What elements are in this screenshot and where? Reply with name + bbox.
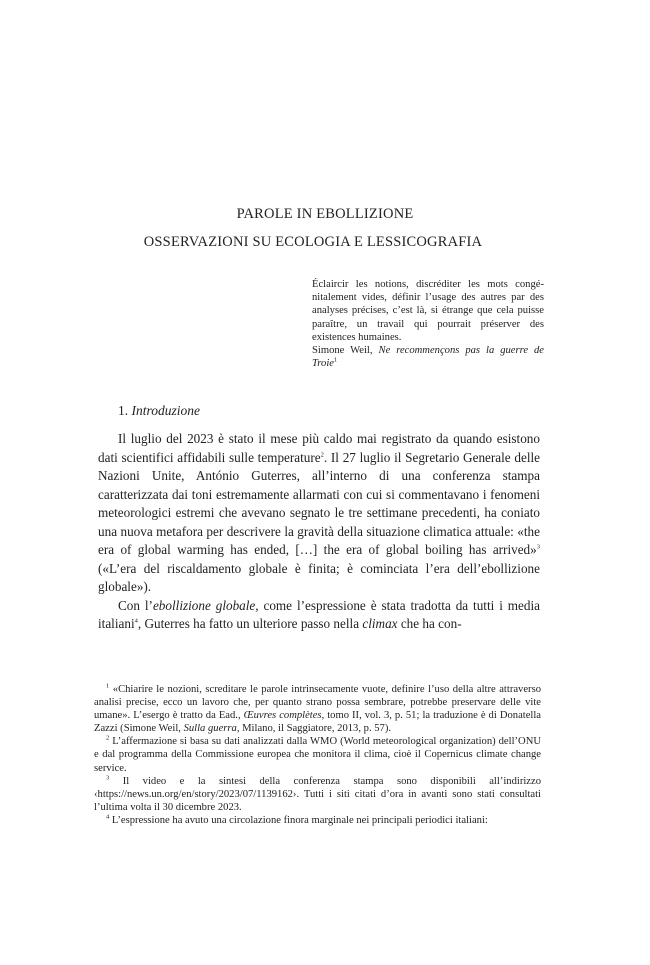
footnote-3 [94, 775, 541, 814]
italic-term: Sulla guerra, [183, 723, 240, 735]
text-run: come l’espressione è stata tradotta da tutti i media italiani [98, 597, 540, 631]
epigraph [312, 278, 544, 370]
text-run: («L’era del riscaldamento globale è finita; è cominciata l’era dell’ebollizione globale»). [98, 560, 540, 594]
footnote-ref: 2 [320, 451, 324, 459]
paragraph [98, 597, 540, 634]
footnote-2 [94, 735, 541, 774]
text-run: . Il 27 luglio il Segretario Generale delle Nazioni Unite, António Guterres, all’interno di una conferenza stampa caratterizzata dai toni estremamente allarmati con cui si commentavano i fenomeni meteorologici estremi che avevano segnato le tre settimane precedenti, ha coniato una nuova metafora per descrivere la gravità della situazione climatica attuale: «the era of global warming has ended, […] the era of global boiling has arrived» [98, 449, 540, 557]
section-title: Introduzione [131, 403, 200, 418]
text-run: che ha con- [397, 616, 462, 631]
section-number: 1. [118, 403, 129, 418]
footnote-ref: 3 [536, 543, 540, 551]
text-run: , tomo II, vol. 3, p. 51; la traduzione è di Donatella Zazzi (Simone Weil, [94, 710, 542, 735]
chapter-subtitle: OSSERVAZIONI SU ECOLOGIA E LESSICOGRAFIA [143, 234, 483, 250]
footnote-number: 1 [106, 682, 110, 690]
text-run: Il luglio del 2023 è stato il mese più caldo mai registrato da quando esistono dati scientifici affidabili sulle temperature [98, 431, 540, 465]
section-heading [118, 403, 200, 419]
footnote-number: 2 [106, 734, 110, 742]
epigraph-work-title: Ne recommençons pas la guerre de Troie [312, 345, 545, 370]
footnote-number: 4 [106, 813, 110, 821]
main-text [98, 430, 540, 634]
footnote-ref: 4 [134, 617, 138, 625]
text-run: Con l’ [118, 597, 153, 613]
epigraph-author: Simone Weil, [312, 345, 373, 357]
text-run: Milano, il Saggiatore, 2013, p. 57). [239, 723, 392, 735]
text-run: L’espressione ha avuto una circolazione finora marginale nei principali periodici italiani: [109, 814, 488, 826]
italic-term: ebollizione globale, [152, 597, 259, 613]
footnote-number: 3 [106, 774, 110, 782]
epigraph-quote: Éclaircir les notions, discréditer les mots congénitalement vides, définir l’usage des autres par des analyses précises, c’est là, si étrange que cela puisse paraître, un travail qui pourrait préserver des existences humaines. [312, 279, 544, 343]
footnote-4 [94, 814, 541, 827]
italic-term: Œuvres complètes [243, 710, 322, 722]
text-run: «Chiarire le nozioni, screditare le parole intrinsecamente vuote, definire l’uso della altre attraverso analisi precise, ecco un lavoro che, per quanto strano possa sembrare, potrebbe preservare delle vite umane». L’esergo è tratto da Ead., [94, 684, 541, 722]
italic-term: climax [362, 616, 398, 631]
text-run: L’affermazione si basa su dati analizzati dalla WMO (World meteorological organization) dell’ONU e dal programma della Commissione europea che monitora il clima, cioè il Copernicus climate change service. [94, 736, 541, 774]
footnote-ref: 1 [333, 356, 338, 364]
chapter-title: PAROLE IN EBOLLIZIONE [236, 206, 414, 222]
footnotes [94, 683, 541, 827]
paragraph [98, 430, 540, 597]
text-run: Il video e la sintesi della conferenza stampa sono disponibili all’indirizzo ‹https://news.un.org/en/story/2023/07/1139162›. Tutti i siti citati d’ora in avanti sono stati consultati l’ultima volta il 30 dicembre 2023. [94, 775, 541, 813]
footnote-1 [94, 683, 541, 735]
text-run: , Guterres ha fatto un ulteriore passo nella [137, 616, 363, 631]
